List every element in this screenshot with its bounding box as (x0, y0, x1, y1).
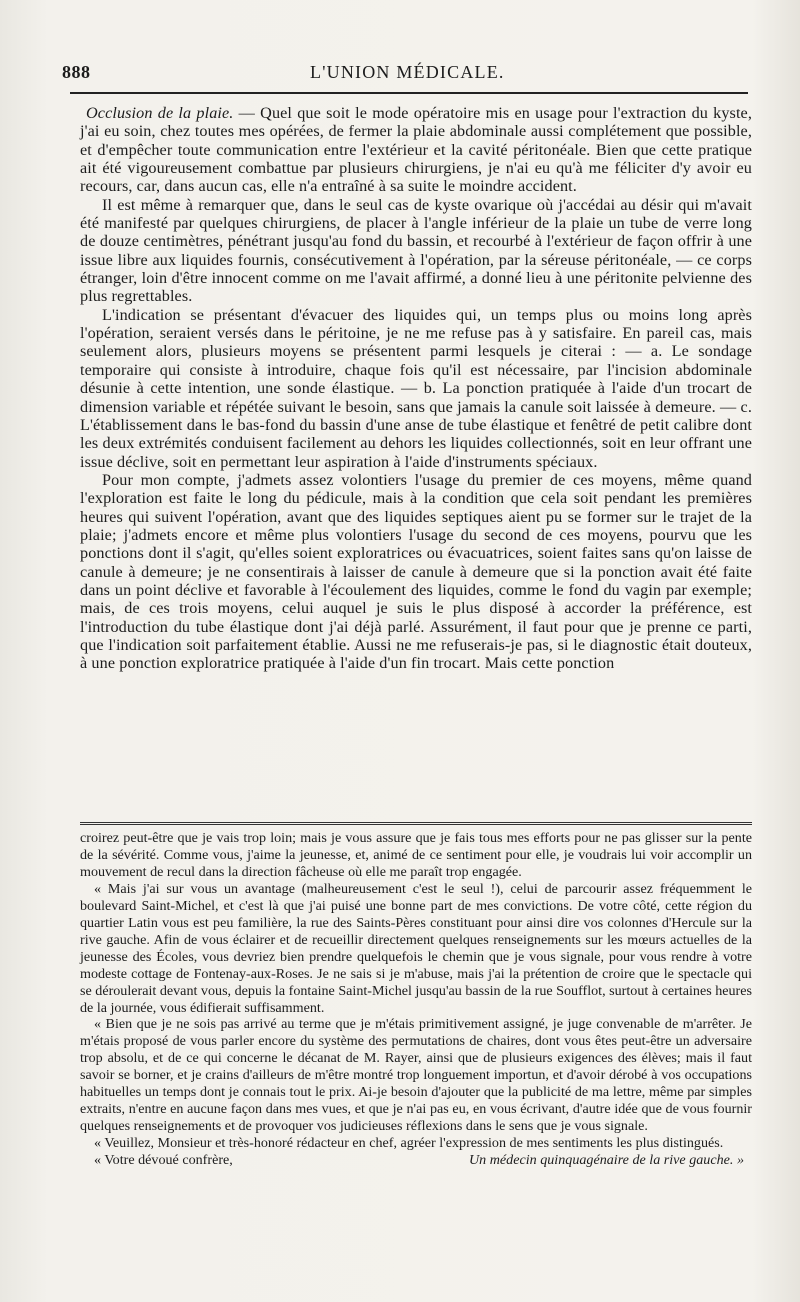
letter-continuation (80, 830, 752, 1169)
page-header (62, 58, 762, 88)
section-lead-in: Occlusion de la plaie. (86, 104, 234, 122)
main-article (80, 104, 752, 673)
paragraph-indication: L'indication se présentant d'évacuer des liquides qui, un temps plus ou moins long après l'opération, seraient versés dans le péritoine, je ne me refuse pas à y satisfaire. En pareil cas, mais seulement alors, plusieurs moyens se présentent parmi lesquels je citerai : — a. Le sondage temporaire qui consiste à introduire, chaque fois qu'il est nécessaire, par l'incision abdominale désunie à cette intention, une sonde élastique. — b. La ponction pratiquée à l'aide d'un trocart de dimension variable et répétée suivant le besoin, sans que jamais la canule soit laissée à demeure. — c. L'établissement dans le bas-fond du bassin d'une anse de tube élastique et fenêtré de petit calibre dont les deux extrémités conduisent facilement au dehors les liquides collectionnés, soit en leur offrant une issue déclive, soit en permettant leur aspiration à l'aide d'instruments spéciaux. (80, 305, 752, 471)
signature-author: Un médecin quinquagénaire de la rive gauche. » (468, 1152, 744, 1169)
signature-salutation: « Votre dévoué confrère, (94, 1152, 233, 1169)
letter-closing: « Veuillez, Monsieur et très-honoré rédacteur en chef, agréer l'expression de mes sentiments les plus distingués. (94, 1135, 724, 1152)
letter-paragraph: « Bien que je ne sois pas arrivé au terme que je m'étais primitivement assigné, je juge convenable de m'arrêter. Je m'étais proposé de vous parler encore du système des permutations de chaires, dont vous êtes peut-être un adversaire trop absolu, et de ce qui concerne le décanat de M. Rayer, ainsi que de plusieurs exigences des élèves; mais il faut savoir se borner, et je crains d'ailleurs de m'être montré trop longuement importun, et d'avoir dérobé à vos occupations habituelles un temps dont je connais tout le prix. Ai-je besoin d'ajouter que la publicité de ma lettre, même par simples extraits, n'entre en aucune façon dans mes vues, et que je n'ai pas eu, en vous écrivant, d'autre idée que de vous fournir quelques renseignements et de provoquer vos judicieuses réflexions dans le sens que je vous signale. (80, 1016, 752, 1135)
page-number: 888 (62, 62, 91, 82)
header-rule (70, 92, 748, 94)
running-title: L'UNION MÉDICALE. (310, 62, 505, 82)
paragraph-text: — Quel que soit le mode opératoire mis en usage pour l'extraction du kyste, j'ai eu soin, chez toutes mes opérées, de fermer la plaie abdominale aussi complétement que possible, et d'empêcher toute communication entre l'extérieur et la cavité péritonéale. Bien que cette pratique ait été vigoureusement combattue par plusieurs chirurgiens, je n'ai eu qu'à me féliciter d'y avoir eu recours, car, dans aucun cas, elle n'a entraîné à sa suite le moindre accident. (80, 104, 752, 196)
footnote-separator (80, 822, 752, 825)
paragraph-preference: Pour mon compte, j'admets assez volontiers l'usage du premier de ces moyens, même quand l'exploration est faite le long du pédicule, mais à la condition que cela soit pendant les premières heures qui suivent l'opération, avant que des liquides septiques aient pu se former sur le trajet de la plaie; j'admets encore et même plus volontiers l'usage du second de ces moyens, pourvu que les ponctions dont il s'agit, qu'elles soient exploratrices ou évacuatrices, soient faites sans qu'on laisse de canule à demeure; je ne consentirais à laisser de canule à demeure que si la ponction avait été faite dans un point déclive et favorable à l'écoulement des liquides, comme le fond du vagin par exemple; mais, de ces trois moyens, celui auquel je suis le plus disposé à accorder la préférence, est l'introduction du tube élastique dont j'ai déjà parlé. Assurément, il faut pour que je prenne ce parti, que l'indication soit parfaitement établie. Aussi ne me refuserais-je pas, si le diagnostic était douteux, à une ponction exploratrice pratiquée à l'aide d'un fin trocart. Mais cette ponction (80, 470, 752, 673)
letter-paragraph: croirez peut-être que je vais trop loin; mais je vous assure que je fais tous mes efforts pour ne pas glisser sur la pente de la sévérité. Comme vous, j'aime la jeunesse, et, animé de ce sentiment pour elle, je voudrais lui voir accomplir un mouvement de recul dans la direction fâcheuse où elle me paraît trop engagée. (80, 830, 752, 880)
paragraph-occlusion (80, 104, 752, 196)
paragraph-glass-tube: Il est même à remarquer que, dans le seul cas de kyste ovarique où j'accédai au désir qui m'avait été manifesté par quelques chirurgiens, de placer à l'angle inférieur de la plaie un tube de verre long de douze centimètres, pénétrant jusqu'au fond du bassin, et recourbé à l'extérieur de façon offrir à une issue libre aux liquides fournis, consécutivement à l'opération, par la séreuse péritonéale, — ce corps étranger, loin d'être innocent comme on me l'avait affirmé, a donné lieu à une péritonite pelvienne des plus regrettables. (80, 195, 752, 306)
letter-paragraph: « Mais j'ai sur vous un avantage (malheureusement c'est le seul !), celui de parcourir assez fréquemment le boulevard Saint-Michel, et c'est là que j'ai puisé une bonne part de mes convictions. De votre côté, cette région du quartier Latin vous est peu familière, la rue des Saints-Pères constituant pour ainsi dire vos colonnes d'Hercule sur la rive gauche. Afin de vous éclairer et de recueillir directement quelques renseignements sur les mœurs actuelles de la jeunesse des Écoles, vous devriez bien prendre quelquefois le chemin que je vous signale, pour vous rendre à votre modeste cottage de Fontenay-aux-Roses. Je ne sais si je m'abuse, mais j'ai la prétention de croire que le spectacle qui se déroulerait devant vous, depuis la fontaine Saint-Michel jusqu'au bassin de la rue Soufflot, surtout à certaines heures de la journée, vous édifierait suffisamment. (80, 880, 752, 1016)
signature-line (80, 1152, 752, 1169)
